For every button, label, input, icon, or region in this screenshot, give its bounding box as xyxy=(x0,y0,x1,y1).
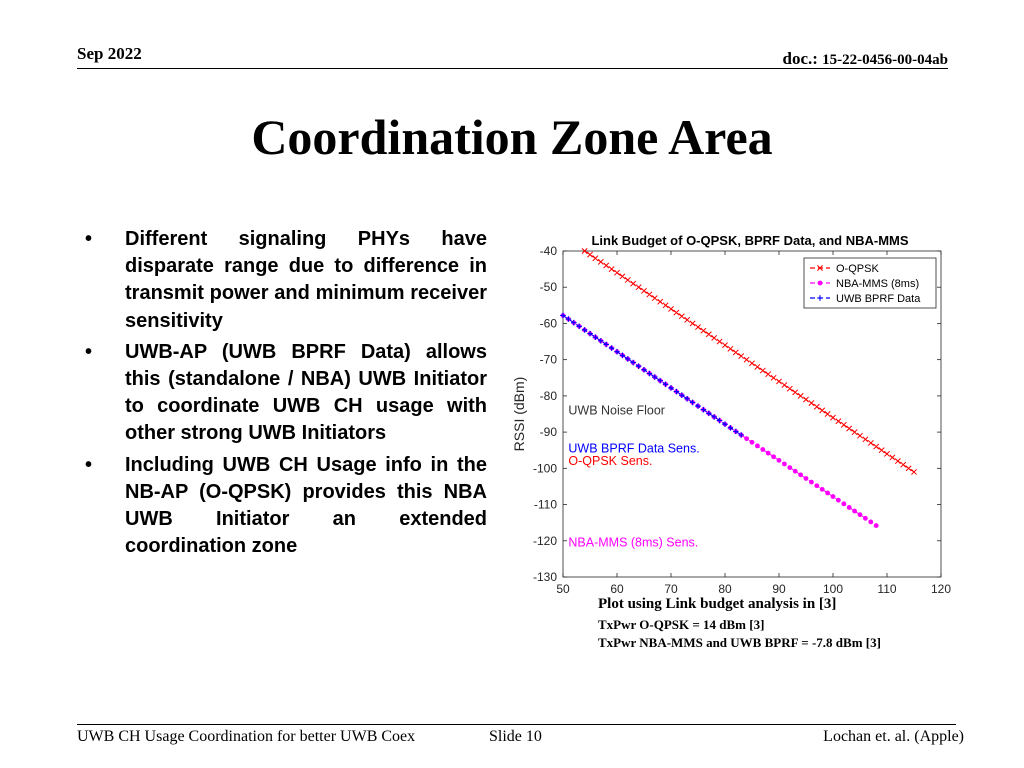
y-tick-label: -60 xyxy=(539,316,557,331)
bullet-item xyxy=(85,339,487,448)
data-point xyxy=(868,520,873,525)
x-tick-label: 50 xyxy=(556,582,570,596)
y-tick-label: -110 xyxy=(533,497,557,512)
header-date: Sep 2022 xyxy=(77,44,142,63)
data-point xyxy=(841,501,846,506)
bullet-text: Including UWB CH Usage info in the NB-AP (O-QPSK) provides this NBA UWB Initiator an extended coordination zone xyxy=(125,453,487,558)
y-tick-label: -70 xyxy=(539,352,557,367)
bullet-item xyxy=(85,226,487,335)
doc-number: 15-22-0456-00-04ab xyxy=(822,52,948,68)
data-point xyxy=(814,483,819,488)
data-point xyxy=(820,487,825,492)
bullet-text: Different signaling PHYs have disparate range due to difference in transmit power and minimum receiver sensitivity xyxy=(125,228,487,332)
txpwr-nba-note: TxPwr NBA-MMS and UWB BPRF = -7.8 dBm [3] xyxy=(598,635,881,650)
data-point xyxy=(750,440,755,445)
header-rule xyxy=(77,68,948,69)
data-point xyxy=(771,454,776,459)
data-point xyxy=(793,469,798,474)
data-point xyxy=(818,281,823,286)
y-tick-label: -100 xyxy=(532,461,557,476)
legend-label: NBA-MMS (8ms) xyxy=(836,278,920,290)
legend-label: UWB BPRF Data xyxy=(836,293,921,305)
x-tick-label: 90 xyxy=(772,582,786,596)
data-point xyxy=(809,480,814,485)
y-axis-label: RSSI (dBm) xyxy=(511,376,527,452)
data-point xyxy=(744,436,749,441)
x-tick-label: 80 xyxy=(718,582,732,596)
y-tick-label: -50 xyxy=(539,280,557,295)
slide-title: Coordination Zone Area xyxy=(251,109,773,165)
data-point xyxy=(874,523,879,528)
y-tick-label: -130 xyxy=(532,570,557,584)
annotation-label: UWB BPRF Data Sens. xyxy=(568,441,700,456)
bullet-icon: • xyxy=(85,453,93,476)
footer-slide-number: Slide 10 xyxy=(489,728,542,745)
data-point xyxy=(755,443,760,448)
data-point xyxy=(798,472,803,477)
data-point xyxy=(760,447,765,452)
footer-authors: Lochan et. al. (Apple) xyxy=(823,728,964,745)
data-point xyxy=(836,498,841,503)
bullet-icon: • xyxy=(85,228,93,250)
txpwr-oqpsk-note: TxPwr O-QPSK = 14 dBm [3] xyxy=(598,617,765,632)
y-tick-label: -40 xyxy=(539,244,557,258)
data-point xyxy=(777,458,782,463)
annotation-label: UWB Noise Floor xyxy=(568,403,665,418)
link-budget-chart xyxy=(500,226,960,596)
annotation-label: NBA-MMS (8ms) Sens. xyxy=(568,535,699,550)
x-tick-label: 70 xyxy=(664,582,678,596)
data-point xyxy=(831,494,836,499)
x-tick-label: 120 xyxy=(930,582,952,596)
data-point xyxy=(766,451,771,456)
x-tick-label: 100 xyxy=(822,582,844,596)
chart-legend xyxy=(804,258,936,308)
bullet-icon: • xyxy=(85,340,93,363)
plot-note: Plot using Link budget analysis in [3] xyxy=(598,596,837,612)
data-point xyxy=(787,465,792,470)
data-point xyxy=(782,462,787,467)
y-tick-label: -90 xyxy=(539,425,557,440)
data-point xyxy=(863,516,868,521)
x-tick-label: 110 xyxy=(877,582,897,596)
y-tick-label: -80 xyxy=(539,388,557,403)
footer-left: UWB CH Usage Coordination for better UWB Coex xyxy=(77,728,416,745)
data-point xyxy=(852,509,857,514)
doc-label: doc.: xyxy=(782,49,818,68)
legend-label: O-QPSK xyxy=(836,263,879,275)
header-doc-id xyxy=(783,49,949,69)
data-point xyxy=(804,476,809,481)
data-point xyxy=(858,512,863,517)
data-point xyxy=(825,491,830,496)
chart-title: Link Budget of O-QPSK, BPRF Data, and NBA-MMS xyxy=(591,233,909,248)
bullet-text: UWB-AP (UWB BPRF Data) allows this (standalone / NBA) UWB Initiator to coordinate UWB CH usage with other strong UWB Initiators xyxy=(125,340,487,445)
x-tick-label: 60 xyxy=(610,582,624,596)
annotation-label: O-QPSK Sens. xyxy=(568,454,653,469)
bullet-list xyxy=(85,226,487,564)
footer-rule xyxy=(77,724,956,725)
bullet-item xyxy=(85,452,487,561)
data-point xyxy=(847,505,852,510)
y-tick-label: -120 xyxy=(532,533,557,548)
